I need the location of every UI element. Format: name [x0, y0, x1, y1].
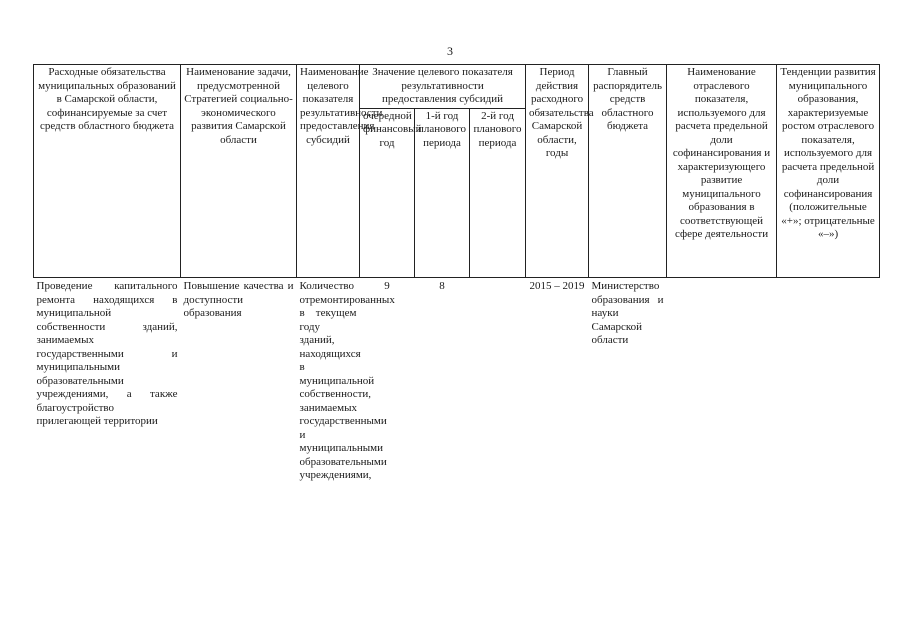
cell-period: 2015 – 2019	[529, 280, 585, 292]
cell-main-manager: Министерство образования и науки Самарской области	[591, 280, 664, 346]
cell-value-year-2	[470, 278, 526, 484]
header-sector-indicator: Наименование отраслевого показателя, используемого для расчета предельной доли софинансирования и характеризующего развитие муниципального образования в соответствующей сфере деятельности	[667, 65, 777, 278]
header-indicator-name: Наименование целевого показателя результативности предоставления субсидий	[297, 65, 360, 278]
header-target-value-group: Значение целевого показателя результативности предоставления субсидий	[360, 65, 526, 109]
header-current-year: очередной финансовый год	[360, 108, 415, 278]
subsidy-table	[33, 64, 880, 484]
cell-sector-indicator	[667, 278, 777, 484]
table-header-row	[34, 65, 880, 109]
cell-value-current: 9	[384, 280, 390, 292]
cell-indicator-name: Количество отремонтированных в текущем году зданий, находящихся в муниципальной собственности, занимаемых государственными и муниципальными образовательными учреждениями,	[299, 280, 395, 481]
cell-trend	[777, 278, 880, 484]
header-plan-year-2: 2-й год планового периода	[470, 108, 526, 278]
cell-obligation: Проведение капитального ремонта находящихся в муниципальной собственности зданий, занимаемых государственными и муниципальными образовательными учреждениями, а также благоустройство прилегающей территории	[36, 280, 178, 427]
header-period: Период действия расходного обязательства Самарской области, годы	[526, 65, 589, 278]
header-trend: Тенденции развития муниципального образования, характеризуемые ростом отраслевого показателя, используемого для расчета предельной доли софинансирования (положительные «+»; отрицательные «–»)	[777, 65, 880, 278]
table-row	[34, 278, 880, 484]
header-main-manager: Главный распорядитель средств областного бюджета	[589, 65, 667, 278]
page-number: 3	[447, 44, 453, 58]
header-plan-year-1: 1-й год планового периода	[415, 108, 470, 278]
cell-task: Повышение качества и доступности образования	[183, 280, 294, 319]
header-obligation: Расходные обязательства муниципальных образований в Самарской области, софинансируемые за счет средств областного бюджета	[34, 65, 181, 278]
header-task: Наименование задачи, предусмотренной Стратегией социально-экономического развития Самарской области	[181, 65, 297, 278]
cell-value-year-1: 8	[439, 280, 445, 292]
